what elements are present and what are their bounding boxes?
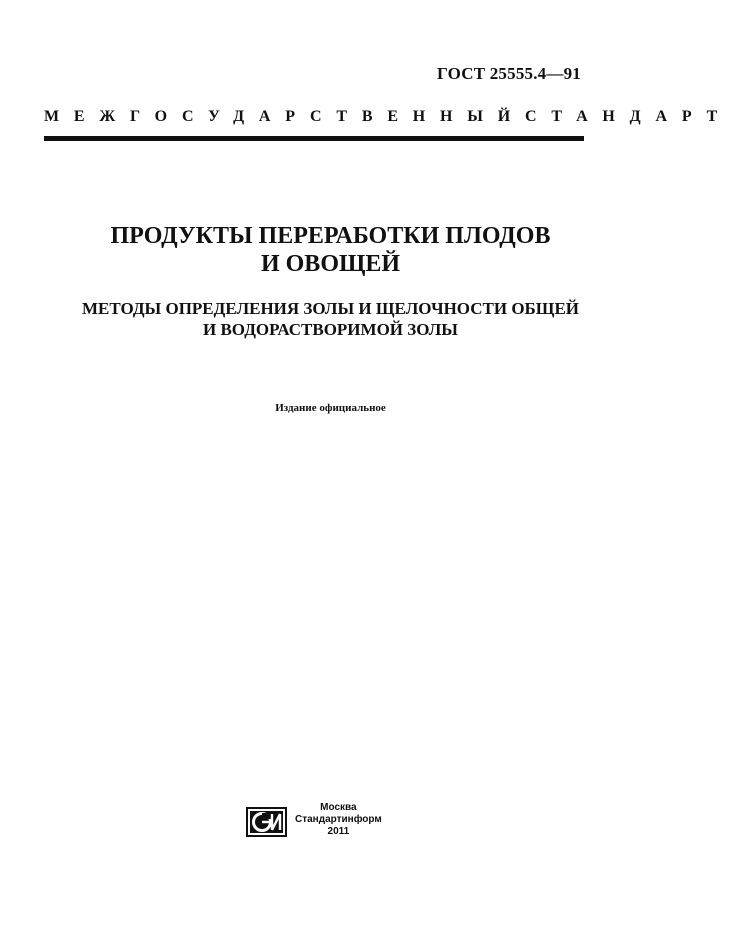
edition-note: Издание официальное [275,402,386,414]
standard-type-word-interstate: МЕЖГОСУДАРСТВЕННЫЙ [44,108,526,125]
standard-type-word-standard: СТАНДАРТ [525,108,732,125]
title-line-1: ПРОДУКТЫ ПЕРЕРАБОТКИ ПЛОДОВ [110,223,551,249]
document-subtitle [0,298,661,340]
document-title [0,222,661,278]
standartinform-logo-icon [246,807,287,837]
publisher-block [246,802,382,838]
subtitle-line-2: И ВОДОРАСТВОРИМОЙ ЗОЛЫ [203,320,458,339]
publisher-text [295,802,382,838]
publisher-city: Москва [320,802,357,813]
header-rule [44,136,584,141]
standard-type-heading [44,108,732,126]
publisher-name: Стандартинформ [295,814,382,825]
subtitle-line-1: МЕТОДЫ ОПРЕДЕЛЕНИЯ ЗОЛЫ И ЩЕЛОЧНОСТИ ОБЩЕЙ [81,299,580,318]
publication-year: 2011 [327,826,350,837]
title-line-2: И ОВОЩЕЙ [260,251,401,277]
gost-number: ГОСТ 25555.4—91 [437,64,581,83]
